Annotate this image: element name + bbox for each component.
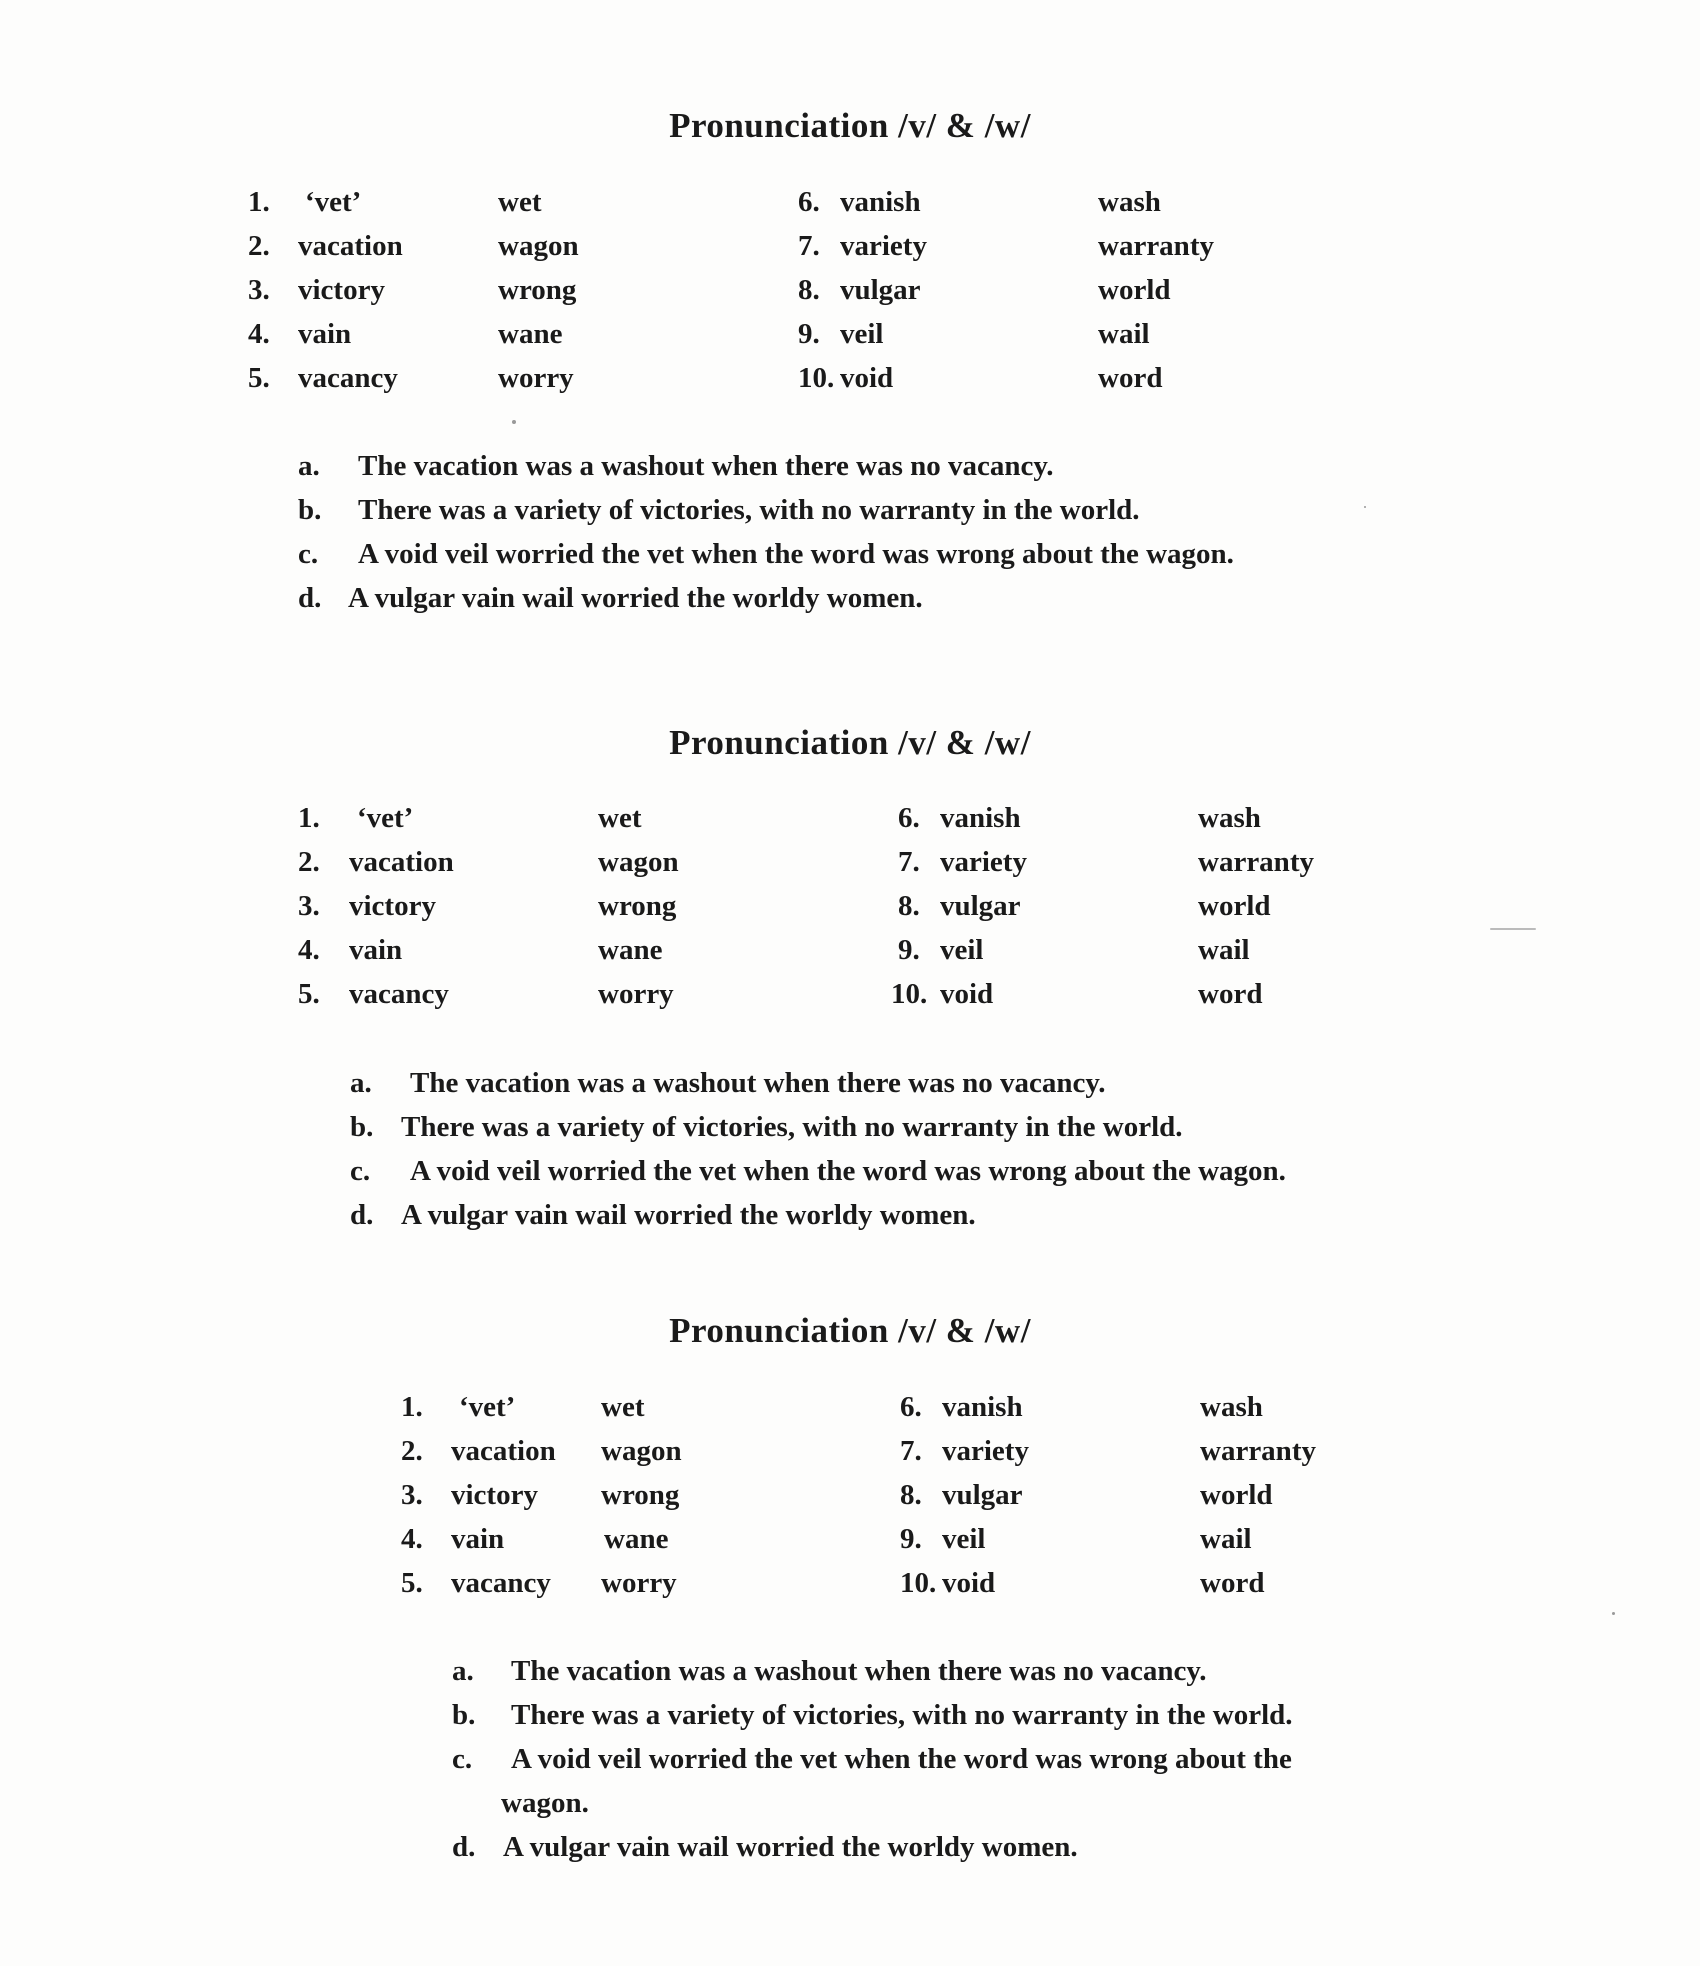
item-number: 3. <box>401 1479 423 1511</box>
item-number: 4. <box>401 1523 423 1555</box>
w-word: wane <box>598 934 663 966</box>
sentence-letter: b. <box>350 1111 374 1143</box>
w-word: world <box>1198 890 1271 922</box>
w-word: warranty <box>1098 230 1214 262</box>
item-number: 3. <box>248 274 270 306</box>
w-word: word <box>1198 978 1263 1010</box>
item-number: 1. <box>401 1391 423 1423</box>
v-word: void <box>840 362 894 394</box>
v-word: vulgar <box>942 1479 1023 1511</box>
w-word: worry <box>601 1567 677 1599</box>
w-word: wagon <box>598 846 679 878</box>
item-number: 7. <box>900 1435 922 1467</box>
w-word: wrong <box>601 1479 680 1511</box>
v-word: victory <box>298 274 385 306</box>
sentence-letter: d. <box>298 582 322 614</box>
item-number: 8. <box>898 890 920 922</box>
w-word: worry <box>498 362 574 394</box>
sentence-text: A vulgar vain wail worried the worldy women. <box>503 1831 1078 1863</box>
sentence-text: There was a variety of victories, with no warranty in the world. <box>401 1111 1183 1143</box>
sentence-letter: c. <box>350 1155 371 1187</box>
v-word: vain <box>451 1523 505 1555</box>
item-number: 7. <box>798 230 820 262</box>
item-number: 5. <box>298 978 320 1010</box>
item-number: 2. <box>401 1435 423 1467</box>
w-word: wail <box>1200 1523 1252 1555</box>
item-number: 1. <box>298 802 320 834</box>
sentence-text: The vacation was a washout when there was no vacancy. <box>511 1655 1207 1687</box>
v-word: void <box>940 978 994 1010</box>
w-word: wash <box>1198 802 1261 834</box>
v-word: vanish <box>942 1391 1023 1423</box>
w-word: wrong <box>498 274 577 306</box>
sentence-text: A void veil worried the vet when the word was wrong about the <box>511 1743 1292 1775</box>
w-word: wail <box>1098 318 1150 350</box>
item-number: 2. <box>298 846 320 878</box>
item-number: 6. <box>900 1391 922 1423</box>
item-number: 9. <box>900 1523 922 1555</box>
v-word: veil <box>940 934 984 966</box>
sentence-text: There was a variety of victories, with no warranty in the world. <box>358 494 1140 526</box>
scan-speck <box>1490 928 1536 930</box>
w-word: wash <box>1098 186 1161 218</box>
item-number: 6. <box>898 802 920 834</box>
item-number: 10. <box>891 978 928 1010</box>
sentence-letter: a. <box>298 450 320 482</box>
item-number: 7. <box>898 846 920 878</box>
v-word: veil <box>840 318 884 350</box>
item-number: 5. <box>248 362 270 394</box>
sentence-text: A vulgar vain wail worried the worldy women. <box>401 1199 976 1231</box>
item-number: 3. <box>298 890 320 922</box>
v-word: vacation <box>349 846 454 878</box>
w-word: word <box>1098 362 1163 394</box>
v-word: variety <box>840 230 927 262</box>
w-word: wail <box>1198 934 1250 966</box>
v-word: vain <box>349 934 403 966</box>
w-word: warranty <box>1200 1435 1316 1467</box>
v-word: vacancy <box>298 362 398 394</box>
sentence-text: There was a variety of victories, with no warranty in the world. <box>511 1699 1293 1731</box>
sentence-text: A void veil worried the vet when the word was wrong about the wagon. <box>410 1155 1286 1187</box>
v-word: vacation <box>451 1435 556 1467</box>
scan-speck <box>512 420 516 424</box>
v-word: vacation <box>298 230 403 262</box>
sentence-letter: c. <box>452 1743 473 1775</box>
w-word: wet <box>598 802 642 834</box>
section-1-title: Pronunciation /v/ & /w/ <box>669 106 1031 145</box>
scan-speck <box>1612 1612 1615 1615</box>
w-word: wagon <box>601 1435 682 1467</box>
v-word: variety <box>940 846 1027 878</box>
v-word: vulgar <box>840 274 921 306</box>
w-word: wash <box>1200 1391 1263 1423</box>
sentence-text: A vulgar vain wail worried the worldy women. <box>348 582 923 614</box>
section-3-title: Pronunciation /v/ & /w/ <box>669 1311 1031 1350</box>
scan-speck <box>1364 506 1366 508</box>
v-word: veil <box>942 1523 986 1555</box>
w-word: wagon <box>498 230 579 262</box>
item-number: 2. <box>248 230 270 262</box>
v-word: vanish <box>840 186 921 218</box>
item-number: 4. <box>248 318 270 350</box>
v-word: vacancy <box>349 978 449 1010</box>
w-word: wet <box>601 1391 645 1423</box>
item-number: 10. <box>798 362 835 394</box>
w-word: world <box>1098 274 1171 306</box>
section-2-title: Pronunciation /v/ & /w/ <box>669 723 1031 762</box>
w-word: wane <box>498 318 563 350</box>
v-word: victory <box>349 890 436 922</box>
v-word: vanish <box>940 802 1021 834</box>
v-word: ‘vet’ <box>357 802 414 834</box>
sentence-letter: a. <box>350 1067 372 1099</box>
item-number: 9. <box>898 934 920 966</box>
sentence-text: The vacation was a washout when there was no vacancy. <box>410 1067 1106 1099</box>
item-number: 4. <box>298 934 320 966</box>
w-word: wrong <box>598 890 677 922</box>
sentence-letter: d. <box>452 1831 476 1863</box>
item-number: 6. <box>798 186 820 218</box>
sentence-letter: b. <box>298 494 322 526</box>
w-word: wane <box>604 1523 669 1555</box>
item-number: 9. <box>798 318 820 350</box>
item-number: 1. <box>248 186 270 218</box>
item-number: 10. <box>900 1567 937 1599</box>
v-word: vacancy <box>451 1567 551 1599</box>
item-number: 8. <box>900 1479 922 1511</box>
v-word: victory <box>451 1479 538 1511</box>
v-word: ‘vet’ <box>305 186 362 218</box>
sentence-text: A void veil worried the vet when the word was wrong about the wagon. <box>358 538 1234 570</box>
w-word: warranty <box>1198 846 1314 878</box>
v-word: vain <box>298 318 352 350</box>
sentence-text: The vacation was a washout when there was no vacancy. <box>358 450 1054 482</box>
w-word: word <box>1200 1567 1265 1599</box>
sentence-letter: c. <box>298 538 319 570</box>
v-word: ‘vet’ <box>459 1391 516 1423</box>
sentence-letter: a. <box>452 1655 474 1687</box>
sentence-letter: b. <box>452 1699 476 1731</box>
w-word: wet <box>498 186 542 218</box>
v-word: void <box>942 1567 996 1599</box>
v-word: vulgar <box>940 890 1021 922</box>
item-number: 8. <box>798 274 820 306</box>
sentence-letter: d. <box>350 1199 374 1231</box>
sentence-text: wagon. <box>501 1787 589 1819</box>
item-number: 5. <box>401 1567 423 1599</box>
w-word: world <box>1200 1479 1273 1511</box>
v-word: variety <box>942 1435 1029 1467</box>
w-word: worry <box>598 978 674 1010</box>
